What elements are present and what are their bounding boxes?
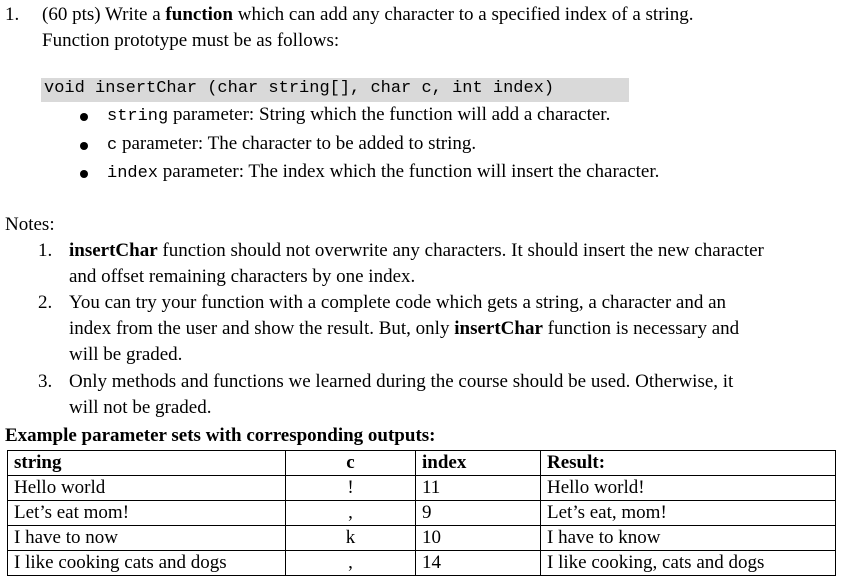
cell-string: Let’s eat mom!	[8, 501, 286, 526]
table-row	[8, 476, 836, 501]
cell-index: 9	[416, 501, 541, 526]
question-bold-word: function	[165, 4, 233, 25]
note-number: 3.	[38, 371, 53, 392]
table-header-row	[8, 451, 836, 476]
table-row	[8, 551, 836, 576]
column-header-string: string	[8, 451, 286, 476]
note-text: function should not overwrite any characters. It should insert the new character	[157, 240, 764, 261]
note-bold-term: insertChar	[69, 240, 158, 261]
column-header-index: index	[416, 451, 541, 476]
cell-index: 11	[416, 476, 541, 501]
question-text-line1	[42, 4, 694, 26]
note-2-line1: You can try your function with a complete code which gets a string, a character and an	[69, 292, 727, 313]
question-points: (60 pts) Write a	[42, 4, 161, 25]
examples-table	[7, 450, 836, 576]
param-code: string	[107, 107, 169, 126]
cell-index: 10	[416, 526, 541, 551]
param-item-string	[107, 104, 610, 126]
cell-result: Let’s eat, mom!	[541, 501, 836, 526]
notes-heading: Notes:	[5, 214, 55, 235]
param-item-c	[107, 133, 476, 155]
cell-result: I like cooking, cats and dogs	[541, 551, 836, 576]
table-row	[8, 526, 836, 551]
cell-c: k	[286, 526, 416, 551]
table-row	[8, 501, 836, 526]
param-code: c	[107, 136, 118, 155]
function-prototype: void insertChar (char string[], char c, int index)	[44, 79, 555, 98]
note-1-line2: and offset remaining characters by one index.	[69, 266, 416, 287]
note-number: 2.	[38, 292, 53, 313]
cell-result: Hello world!	[541, 476, 836, 501]
param-item-index	[107, 161, 659, 183]
note-2-line2	[69, 318, 739, 340]
examples-heading: Example parameter sets with corresponding outputs:	[5, 425, 436, 446]
cell-c: ,	[286, 501, 416, 526]
question-text-line2: Function prototype must be as follows:	[42, 30, 340, 51]
bullet-icon	[80, 142, 88, 150]
column-header-c: c	[286, 451, 416, 476]
cell-c: !	[286, 476, 416, 501]
note-3-line2: will not be graded.	[69, 397, 212, 418]
cell-result: I have to know	[541, 526, 836, 551]
question-number: 1.	[5, 4, 20, 25]
cell-string: I like cooking cats and dogs	[8, 551, 286, 576]
note-number: 1.	[38, 240, 53, 261]
note-2-line3: will be graded.	[69, 344, 183, 365]
param-text: parameter: The character to be added to string.	[117, 133, 477, 154]
note-bold-term: insertChar	[454, 318, 543, 339]
note-text: function is necessary and	[542, 318, 740, 339]
param-text: parameter: String which the function will add a character.	[168, 104, 611, 125]
bullet-icon	[80, 170, 88, 178]
note-1-line1	[69, 240, 764, 262]
note-3-line1: Only methods and functions we learned during the course should be used. Otherwise, it	[69, 371, 734, 392]
cell-index: 14	[416, 551, 541, 576]
question-rest: which can add any character to a specified index of a string.	[237, 4, 694, 25]
cell-string: Hello world	[8, 476, 286, 501]
cell-c: ,	[286, 551, 416, 576]
note-text: index from the user and show the result. But, only	[69, 318, 455, 339]
column-header-result: Result:	[541, 451, 836, 476]
param-text: parameter: The index which the function will insert the character.	[158, 161, 660, 182]
cell-string: I have to now	[8, 526, 286, 551]
param-code: index	[107, 164, 159, 183]
bullet-icon	[80, 113, 88, 121]
